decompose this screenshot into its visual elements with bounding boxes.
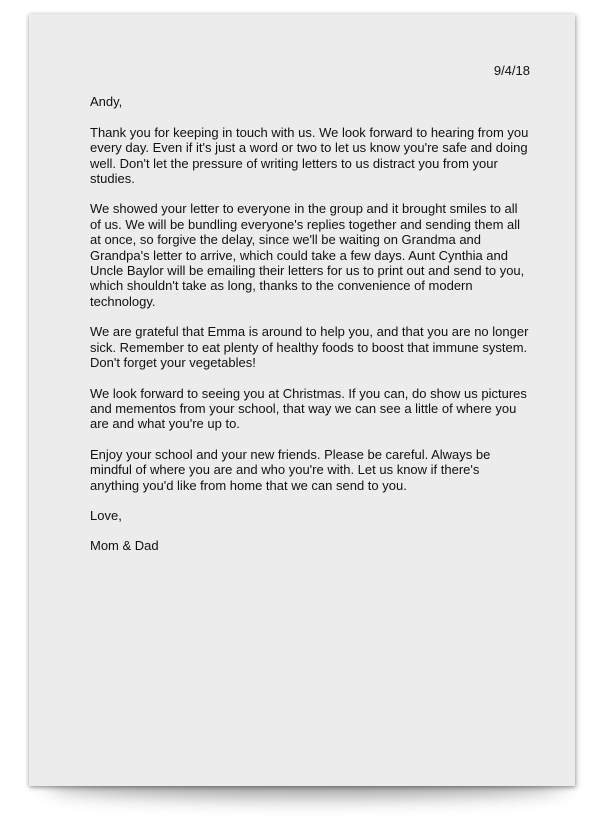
letter-date: 9/4/18 bbox=[493, 63, 530, 78]
letter-page bbox=[29, 14, 575, 786]
letter-signature: Mom & Dad bbox=[90, 538, 159, 554]
letter-closing: Love, bbox=[90, 507, 122, 523]
letter-paragraph: We look forward to seeing you at Christmas. If you can, do show us pictures and mementos from your school, that way we can see a little of where you are and what you're up to. bbox=[90, 385, 527, 432]
letter-paragraph: We showed your letter to everyone in the group and it brought smiles to all of us. We will be bundling everyone's replies together and sending them all at once, so forgive the delay, since we'll be waiting on Grandma and Grandpa's letter to arrive, which could take a few days. Aunt Cynthia and Uncle Baylor will be emailing their letters for us to print out and send to you, which shouldn't take as long, thanks to the convenience of modern technology. bbox=[90, 201, 525, 309]
letter-salutation: Andy, bbox=[90, 94, 123, 110]
letter-paragraph: Enjoy your school and your new friends. Please be careful. Always be mindful of where you are and who you're with. Let us know if there's anything you'd like from home that we can send to you. bbox=[90, 446, 491, 493]
letter-paragraph: Thank you for keeping in touch with us. We look forward to hearing from you every day. Even if it's just a word or two to let us know you're safe and doing well. Don't let the pressure of writing letters to us distract you from your studies. bbox=[90, 124, 529, 187]
letter-body bbox=[90, 63, 530, 569]
letter-paragraph: We are grateful that Emma is around to help you, and that you are no longer sick. Remember to eat plenty of healthy foods to boost that immune system. Don't forget your vegetables! bbox=[90, 324, 529, 371]
